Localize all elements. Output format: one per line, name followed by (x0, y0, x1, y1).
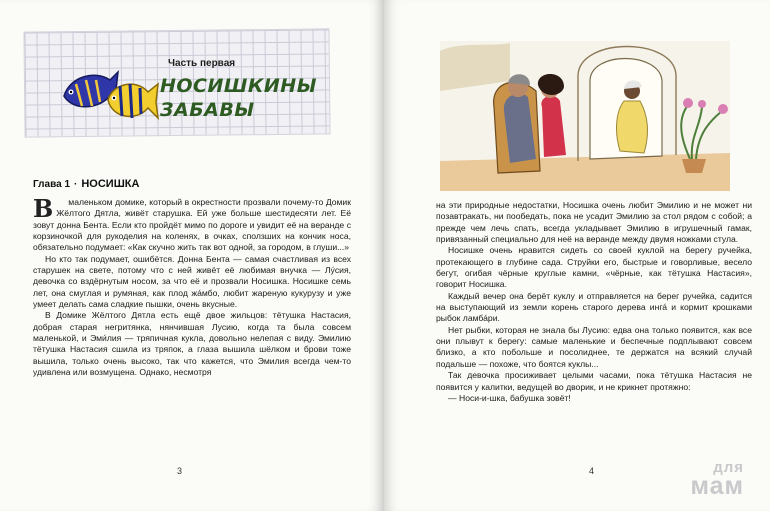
paragraph: Нет рыбки, которая не знала бы Лусию: едва она только появится, как все они плывут к берегу: самые маленькие и беспечные подплывают совсем близко, а кто побольше и посолиднее, те держатся на всякий случай подальше — похоже, что боятся куклы... (436, 324, 752, 369)
left-page-text (33, 194, 351, 379)
watermark-line-2: мам (690, 471, 744, 500)
paragraph: Каждый вечер она берёт куклу и отправляется на берег ручейка, садится на выступающий из земли корень старого дерева инга́ и кормит крошками рыбок ламба́ри. (436, 290, 752, 324)
paragraph: В Домике Жёлтого Дятла есть ещё двое жильцов: тётушка Настасия, добрая старая негритянка, нянчившая Лусию, когда та была совсем маленькой, и Эми́лия — тряпичная кукла, довольно нелепая с виду. Эмилию тётушка Настасия сшила из тряпок, а глаза вышила шёлком и брови тоже вышила, только очень высоко, так что кажется, что Эмилия всегда чем-то удивлена или возмущена. Однако, несмотря (33, 310, 351, 378)
part-title (160, 74, 320, 122)
paragraph: — Носи-и-шка, бабушка зовёт! (448, 392, 571, 403)
chapter-separator: · (74, 179, 78, 190)
paragraph (33, 194, 351, 254)
chapter-heading (33, 178, 139, 190)
part-title-line-1: НОСИШКИНЫ (160, 75, 317, 97)
part-label: Часть первая (168, 58, 236, 69)
illustration (440, 41, 730, 191)
page-number-left: 3 (177, 466, 183, 476)
paragraph: Но кто так подумает, ошибётся. Донна Бента — самая счастливая из всех старушек на свете, потому что с ней живёт её любимая внучка — Лу́сия, девочка со вздёрнутым носом, за что её и прозвали Носишка. Носишке семь лет, она смуглая и румяная, как плод жа́мбо, любит жареную кукурузу и уже умеет делать сама сладкие пышки, очень вкусные. (33, 253, 351, 310)
page-number-right: 4 (589, 466, 595, 476)
part-title-line-2: ЗАБАВЫ (160, 99, 255, 121)
watermark-line-1: для (713, 459, 744, 476)
paragraph-text: маленьком домике, который в окрестности прозвали почему-то Домик Жёлтого Дятла, живёт старушка. Ей уже больше шестидесяти лет. Её зовут донна Бента. Если кто пройдёт мимо по дороге и увидит её на веранде с корзиночкой для рукоделия на коленях, в очках, сползших на кончик носа, обязательно подумает: «Как скучно жить так вот одной, за городом, в глуши...» (33, 197, 351, 253)
right-page-text (436, 200, 752, 404)
paragraph: Так девочка просиживает целыми часами, пока тётушка Настасия не появится у калитки, ведущей во дворик, и не крикнет протяжно: (436, 370, 752, 392)
left-page (0, 0, 384, 511)
paragraph: на эти природные недостатки, Носишка очень любит Эмилию и не может ни позавтракать, ни пообедать, пока не усадит Эмилию за стол рядом с собой; а прежде чем лечь спать, всегда укладывает Эмилию в игрушечный гамак, привязанный специально для неё на веранде между двумя ножками стула. (436, 200, 752, 245)
chapter-number: Глава 1 (33, 179, 71, 190)
chapter-title: НОСИШКА (81, 178, 140, 190)
paragraph: Носишке очень нравится сидеть со своей куклой на берегу ручейка, протекающего в глубине сада. Струйки его, быстрые и говорливые, весело бегут, огибая чёрные круглые камни, «чёрные, как тётушка Настасия», говорит Носишка. (436, 245, 752, 290)
yellow-fish-icon (104, 76, 160, 122)
drop-cap: В (33, 194, 54, 223)
watermark (690, 459, 744, 500)
